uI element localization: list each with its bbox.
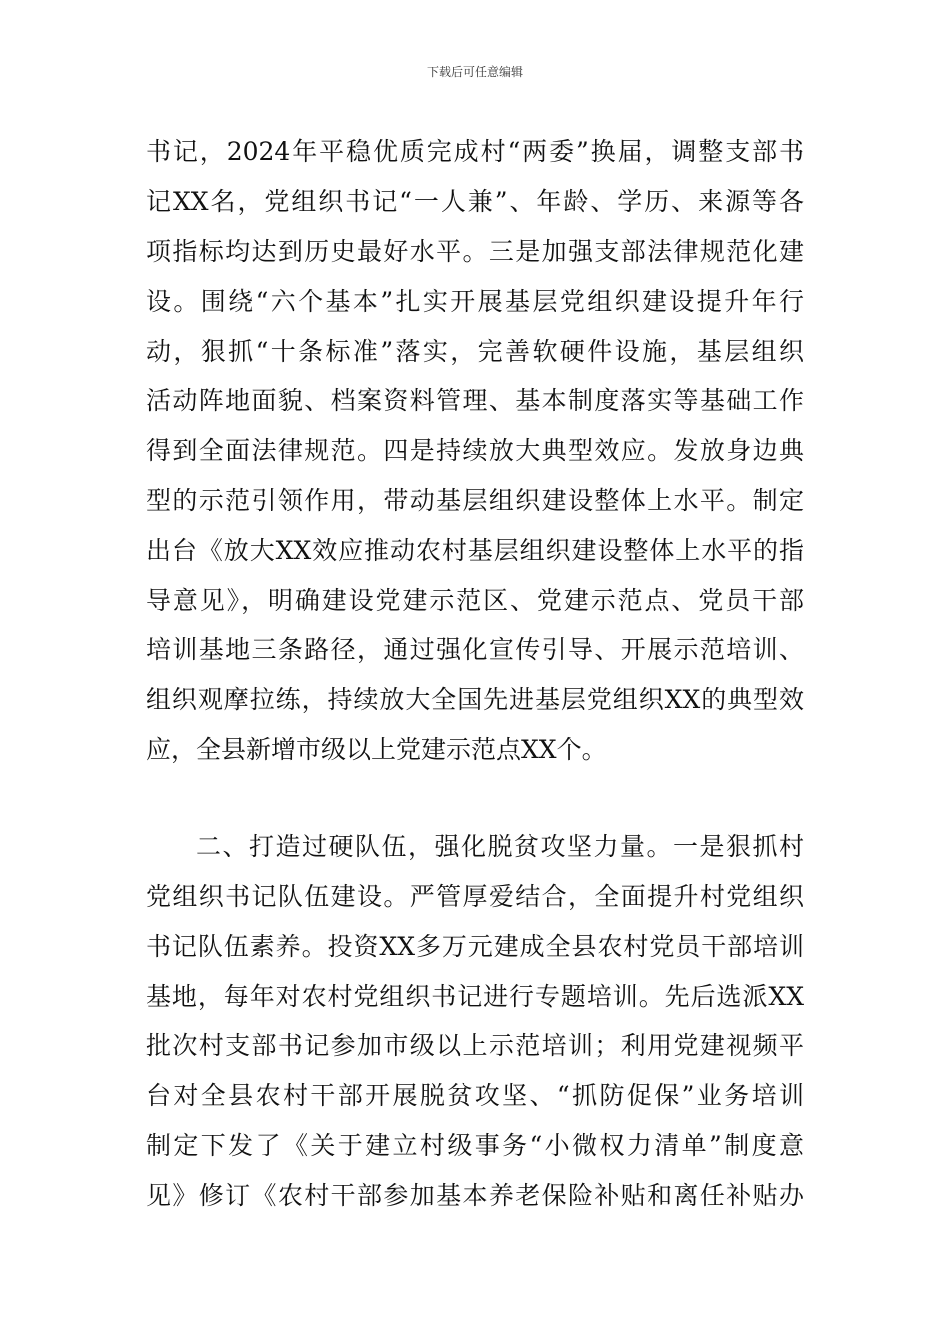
text-line: 出台《放大XX效应推动农村基层组织建设整体上水平的指 [146,536,804,565]
text-line: 二、打造过硬队伍，强化脱贫攻坚力量。一是狠抓村 [196,832,804,861]
text-line: 记XX名，党组织书记“一人兼”、年龄、学历、来源等各 [146,187,804,216]
text-line: 设。围绕“六个基本”扎实开展基层党组织建设提升年行 [146,287,804,316]
text-line: 动，狠抓“十条标准”落实，完善软硬件设施，基层组织 [146,337,804,366]
text-line: 见》修订《农村干部参加基本养老保险补贴和离任补贴办 [146,1181,804,1210]
text-line: 型的示范引领作用，带动基层组织建设整体上水平。制定 [146,486,804,515]
page-header: 下载后可任意编辑 [426,65,523,79]
text-line: 活动阵地面貌、档案资料管理、基本制度落实等基础工作 [146,386,804,415]
text-line: 制定下发了《关于建立村级事务“小微权力清单”制度意 [146,1131,804,1160]
text-line: 基地，每年对农村党组织书记进行专题培训。先后选派XX [146,982,804,1011]
text-line: 党组织书记队伍建设。严管厚爱结合，全面提升村党组织 [146,882,804,911]
text-line: 培训基地三条路径，通过强化宣传引导、开展示范培训、 [146,635,804,664]
text-line: 组织观摩拉练，持续放大全国先进基层党组织XX的典型效 [146,685,804,714]
text-line: 项指标均达到历史最好水平。三是加强支部法律规范化建 [146,237,804,266]
text-line: 批次村支部书记参加市级以上示范培训；利用党建视频平 [146,1031,804,1060]
text-line: 应，全县新增市级以上党建示范点XX个。 [146,735,607,764]
text-line: 导意见》，明确建设党建示范区、党建示范点、党员干部 [146,586,804,615]
text-line: 得到全面法律规范。四是持续放大典型效应。发放身边典 [146,436,804,465]
text-line: 书记队伍素养。投资XX多万元建成全县农村党员干部培训 [146,932,804,961]
text-line: 台对全县农村干部开展脱贫攻坚、“抓防促保”业务培训 [146,1081,804,1110]
text-line: 书记，2024年平稳优质完成村“两委”换届，调整支部书 [146,137,804,166]
